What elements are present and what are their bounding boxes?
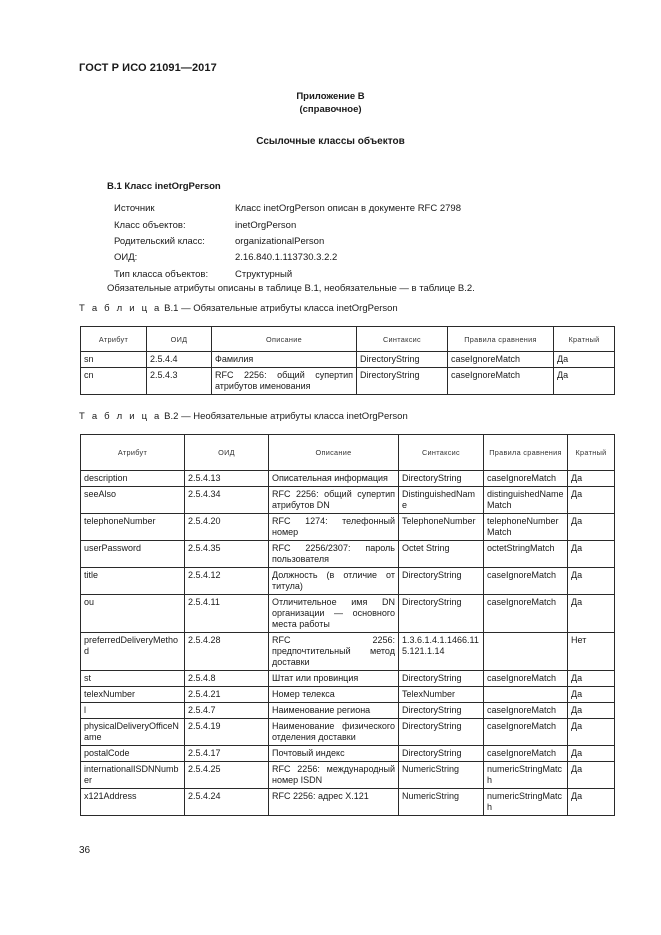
table-cell: TelephoneNumber <box>399 514 484 541</box>
subsection-title: В.1 Класс inetOrgPerson <box>107 181 221 192</box>
table-cell: DistinguishedName <box>399 487 484 514</box>
table-cell: caseIgnoreMatch <box>484 595 568 633</box>
table2-header-cell: Правила сравнения <box>484 435 568 471</box>
table-cell: Да <box>554 368 615 395</box>
table-cell <box>484 633 568 671</box>
table-cell: Да <box>568 703 615 719</box>
appendix-subtitle: (справочное) <box>299 104 362 115</box>
attr-value-parent: organizationalPerson <box>235 236 325 247</box>
table-row <box>81 514 615 541</box>
table-cell: 2.5.4.21 <box>185 687 269 703</box>
appendix-title: Приложение В <box>296 91 365 102</box>
table-cell: caseIgnoreMatch <box>484 746 568 762</box>
table-cell: RFC 2256: адрес X.121 <box>269 789 399 816</box>
attr-value-source: Класс inetOrgPerson описан в документе RFC 2798 <box>235 203 461 214</box>
section-title: Ссылочные классы объектов <box>256 136 405 147</box>
table-cell: caseIgnoreMatch <box>448 352 554 368</box>
attr-value-type: Структурный <box>235 269 293 280</box>
table-cell: RFC 2256: международный номер ISDN <box>269 762 399 789</box>
table-cell: 2.5.4.28 <box>185 633 269 671</box>
table-cell: caseIgnoreMatch <box>484 568 568 595</box>
table1-header-cell: Кратный <box>554 327 615 352</box>
table1-header-cell: Атрибут <box>81 327 147 352</box>
table-cell: 2.5.4.13 <box>185 471 269 487</box>
table-cell: Да <box>568 762 615 789</box>
table-cell: 2.5.4.4 <box>147 352 212 368</box>
table-cell: preferredDeliveryMethod <box>81 633 185 671</box>
attributes-note: Обязательные атрибуты описаны в таблице В.1, необязательные — в таблице В.2. <box>107 283 475 294</box>
table-cell: distinguishedNameMatch <box>484 487 568 514</box>
table-cell: Да <box>568 687 615 703</box>
table-cell: Да <box>568 719 615 746</box>
table-cell: physicalDeliveryOfficeName <box>81 719 185 746</box>
table-row <box>81 633 615 671</box>
table-cell: st <box>81 671 185 687</box>
table-cell: caseIgnoreMatch <box>484 671 568 687</box>
table-cell: internationalISDNNumber <box>81 762 185 789</box>
table1-header-cell: Описание <box>212 327 357 352</box>
table-cell: Почтовый индекс <box>269 746 399 762</box>
table1-caption-prefix: Т а б л и ц а <box>79 303 162 314</box>
table-cell: Наименование физического отделения доставки <box>269 719 399 746</box>
table-cell: Фамилия <box>212 352 357 368</box>
table-cell: DirectoryString <box>357 368 448 395</box>
table-row <box>81 703 615 719</box>
attr-value-class: inetOrgPerson <box>235 220 297 231</box>
table-cell: caseIgnoreMatch <box>448 368 554 395</box>
table-cell: telephoneNumber <box>81 514 185 541</box>
table1-header-cell: ОИД <box>147 327 212 352</box>
table-cell: l <box>81 703 185 719</box>
table-cell: Octet String <box>399 541 484 568</box>
table-cell: description <box>81 471 185 487</box>
table-cell: Да <box>568 789 615 816</box>
table2-header-cell: Описание <box>269 435 399 471</box>
table-cell: 2.5.4.8 <box>185 671 269 687</box>
table-cell: postalCode <box>81 746 185 762</box>
table-cell: Да <box>568 568 615 595</box>
table-cell: RFC 1274: телефонный номер <box>269 514 399 541</box>
table2-header-cell: ОИД <box>185 435 269 471</box>
table-cell: telephoneNumberMatch <box>484 514 568 541</box>
table-cell: RFC 2256/2307: пароль пользователя <box>269 541 399 568</box>
table-cell: Нет <box>568 633 615 671</box>
table2-caption-text: В.2 — Необязательные атрибуты класса inetOrgPerson <box>161 411 408 422</box>
table-cell: 2.5.4.17 <box>185 746 269 762</box>
table1-caption-text: В.1 — Обязательные атрибуты класса inetOrgPerson <box>161 303 398 314</box>
table-cell: Да <box>568 541 615 568</box>
table-cell: x121Address <box>81 789 185 816</box>
table-cell: numericStringMatch <box>484 789 568 816</box>
table2-header-cell: Синтаксис <box>399 435 484 471</box>
table-row <box>81 368 615 395</box>
table2-header-cell: Атрибут <box>81 435 185 471</box>
table-cell: Да <box>568 487 615 514</box>
table-cell: NumericString <box>399 789 484 816</box>
table-cell: DirectoryString <box>399 719 484 746</box>
table-row <box>81 541 615 568</box>
table-cell: 2.5.4.11 <box>185 595 269 633</box>
table-cell <box>484 687 568 703</box>
table-cell: 1.3.6.1.4.1.1466.115.121.1.14 <box>399 633 484 671</box>
table1-caption <box>79 303 398 314</box>
table-cell: DirectoryString <box>399 568 484 595</box>
attr-label-oid: ОИД: <box>114 252 138 263</box>
table-cell: Да <box>568 746 615 762</box>
table-cell: 2.5.4.3 <box>147 368 212 395</box>
page-number: 36 <box>79 845 91 856</box>
table-cell: Штат или провинция <box>269 671 399 687</box>
table-cell: 2.5.4.34 <box>185 487 269 514</box>
attr-label-class: Класс объектов: <box>114 220 186 231</box>
table-row <box>81 671 615 687</box>
table-cell: DirectoryString <box>399 746 484 762</box>
table-cell: seeAlso <box>81 487 185 514</box>
table1-header-cell: Синтаксис <box>357 327 448 352</box>
table-row <box>81 687 615 703</box>
table-cell: Да <box>554 352 615 368</box>
table-cell: userPassword <box>81 541 185 568</box>
table-cell: 2.5.4.7 <box>185 703 269 719</box>
table-cell: NumericString <box>399 762 484 789</box>
table2-caption <box>79 411 408 422</box>
table-cell: Да <box>568 471 615 487</box>
table-row <box>81 762 615 789</box>
table2-header-cell: Кратный <box>568 435 615 471</box>
table-row <box>81 352 615 368</box>
table-cell: 2.5.4.20 <box>185 514 269 541</box>
table-row <box>81 789 615 816</box>
table-cell: telexNumber <box>81 687 185 703</box>
table-cell: DirectoryString <box>357 352 448 368</box>
table1-header-row <box>81 327 615 352</box>
table-cell: 2.5.4.24 <box>185 789 269 816</box>
table-cell: Должность (в отличие от титула) <box>269 568 399 595</box>
table-row <box>81 719 615 746</box>
table-cell: Наименование региона <box>269 703 399 719</box>
table-cell: caseIgnoreMatch <box>484 719 568 746</box>
table2-caption-prefix: Т а б л и ц а <box>79 411 162 422</box>
table-cell: TelexNumber <box>399 687 484 703</box>
table-mandatory-attributes <box>80 326 615 395</box>
table-cell: RFC 2256: общий супертип атрибутов именования <box>212 368 357 395</box>
attr-label-parent: Родительский класс: <box>114 236 205 247</box>
table-cell: 2.5.4.12 <box>185 568 269 595</box>
table-optional-attributes <box>80 434 615 816</box>
table-cell: sn <box>81 352 147 368</box>
standard-header: ГОСТ Р ИСО 21091—2017 <box>79 62 217 74</box>
table-cell: 2.5.4.35 <box>185 541 269 568</box>
table-cell: Да <box>568 514 615 541</box>
table-cell: cn <box>81 368 147 395</box>
table-cell: 2.5.4.19 <box>185 719 269 746</box>
table-cell: RFC 2256: общий супертип атрибутов DN <box>269 487 399 514</box>
table-cell: numericStringMatch <box>484 762 568 789</box>
table-cell: DirectoryString <box>399 471 484 487</box>
table-cell: Номер телекса <box>269 687 399 703</box>
attr-value-oid: 2.16.840.1.113730.3.2.2 <box>235 252 338 263</box>
table-cell: 2.5.4.25 <box>185 762 269 789</box>
table-cell: DirectoryString <box>399 703 484 719</box>
table-cell: Да <box>568 671 615 687</box>
attr-label-source: Источник <box>114 203 155 214</box>
table1-header-cell: Правила сравнения <box>448 327 554 352</box>
table2-header-row <box>81 435 615 471</box>
table-cell: DirectoryString <box>399 595 484 633</box>
table-cell: DirectoryString <box>399 671 484 687</box>
table-cell: caseIgnoreMatch <box>484 471 568 487</box>
table-cell: octetStringMatch <box>484 541 568 568</box>
table-row <box>81 568 615 595</box>
table-row <box>81 471 615 487</box>
table-row <box>81 746 615 762</box>
table-cell: title <box>81 568 185 595</box>
table-cell: ou <box>81 595 185 633</box>
table-cell: caseIgnoreMatch <box>484 703 568 719</box>
table-cell: RFC 2256: предпочтительный метод доставки <box>269 633 399 671</box>
table-row <box>81 595 615 633</box>
table-cell: Да <box>568 595 615 633</box>
table-cell: Отличительное имя DN организации — основного места работы <box>269 595 399 633</box>
table-cell: Описательная информация <box>269 471 399 487</box>
table-row <box>81 487 615 514</box>
attr-label-type: Тип класса объектов: <box>114 269 209 280</box>
